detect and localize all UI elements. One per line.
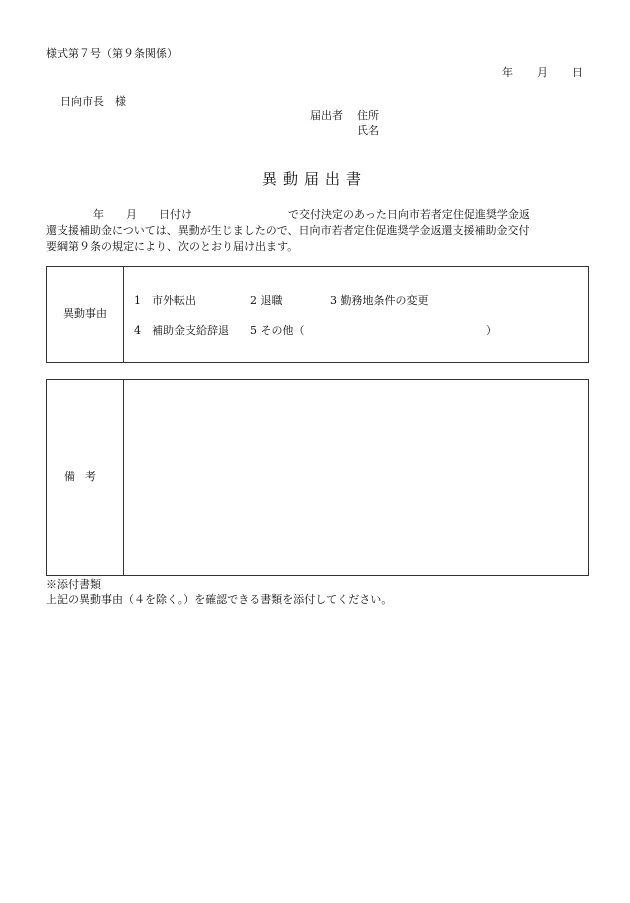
reason-option-3: 3 勤務地条件の変更: [330, 294, 429, 307]
date-day-label: 日: [572, 66, 583, 79]
intro-line-1: [46, 207, 591, 223]
intro-line-3: 要綱第９条の規定により、次のとおり届け出ます。: [46, 240, 299, 253]
form-number: 様式第７号（第９条関係）: [46, 47, 178, 60]
applicant-address-label: 住所: [357, 109, 379, 122]
reason-option-5-close: ）: [486, 324, 497, 337]
reason-option-1: 1 市外転出: [134, 294, 196, 307]
reason-option-2: 2 退職: [250, 294, 283, 307]
reason-label: 異動事由: [47, 267, 124, 362]
intro-year: 年: [93, 208, 104, 221]
remarks-area: [124, 380, 588, 575]
applicant-name-label: 氏名: [357, 124, 379, 137]
date-year-label: 年: [502, 66, 513, 79]
reason-options: [124, 267, 588, 362]
intro-line-2: 還支援補助金については、異動が生じましたので、日向市若者定住促進奨学金返還支援補助金交付: [46, 224, 530, 237]
intro-line-1-rest: で交付決定のあった日向市若者定住促進奨学金返: [288, 208, 530, 221]
attachment-text: 上記の異動事由（４を除く。）を確認できる書類を添付してください。: [46, 593, 393, 606]
intro-month: 月: [126, 208, 137, 221]
addressee: 日向市長 様: [60, 95, 126, 108]
attachment-heading: ※添付書類: [46, 578, 101, 591]
document-title: 異動届出書: [262, 170, 368, 188]
remarks-label: 備考: [47, 380, 124, 575]
reason-option-4: 4 補助金支給辞退: [134, 324, 229, 337]
applicant-label: 届出者: [310, 109, 343, 122]
reason-option-5: 5 その他（: [250, 324, 305, 337]
reason-box: [46, 266, 589, 363]
remarks-box: [46, 379, 589, 576]
intro-day-suffix: 日付け: [159, 208, 192, 221]
intro-paragraph: [46, 207, 591, 255]
date-month-label: 月: [537, 66, 548, 79]
